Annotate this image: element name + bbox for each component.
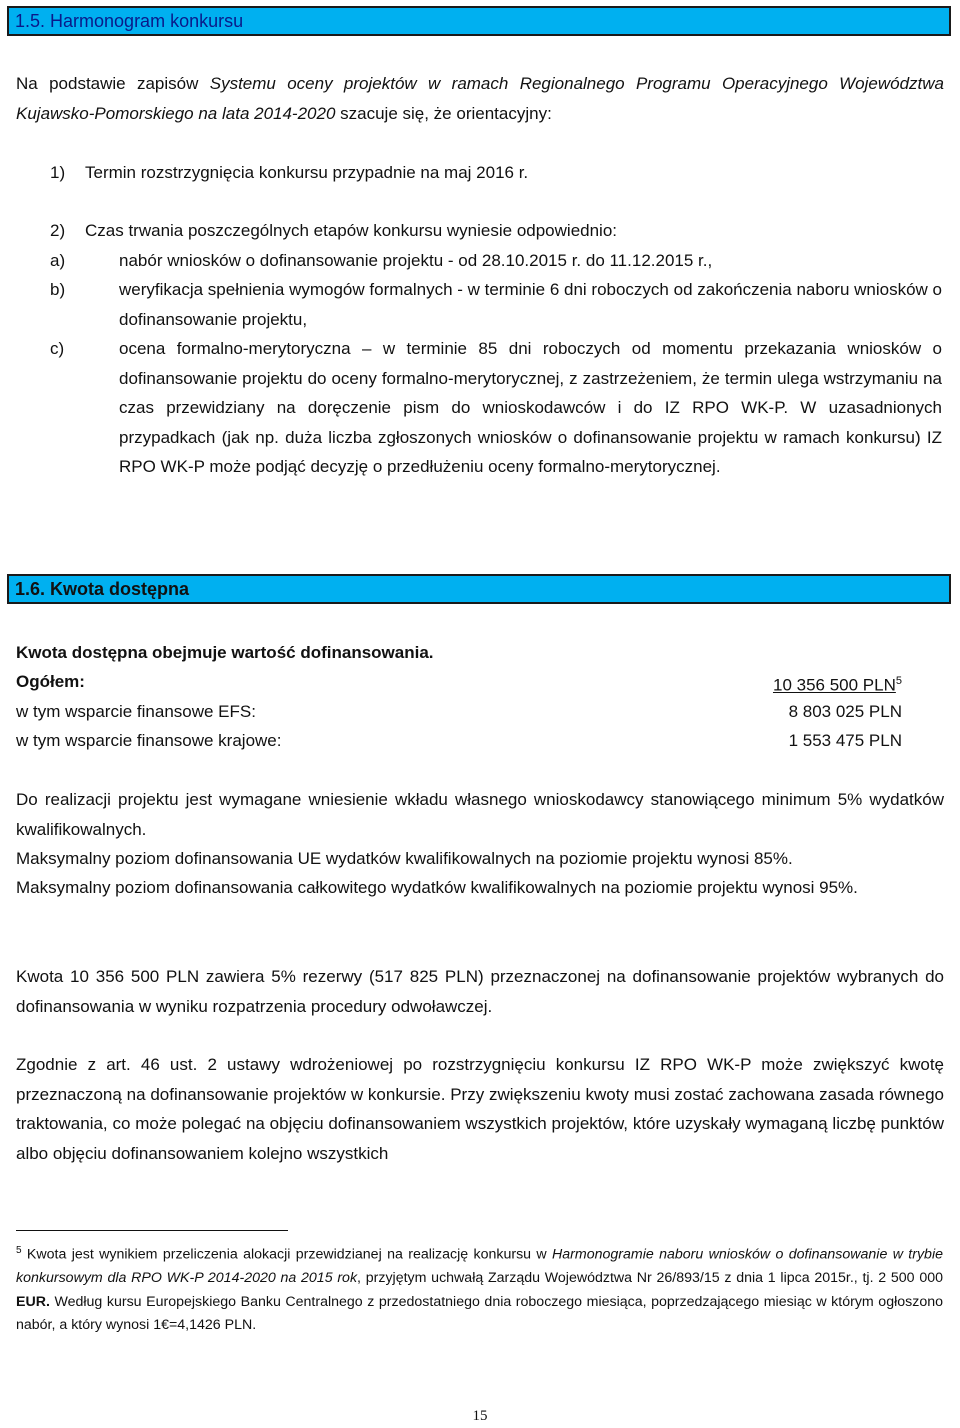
- kwota-subtitle: Kwota dostępna obejmuje wartość dofinansowania.: [16, 643, 434, 662]
- footnote-text-italic: Harmonogramie naboru wniosków o dofinansowanie w trybie konkursowym dla RPO WK-P 2014-2020 na 2015 rok: [16, 1246, 943, 1287]
- subitem-label: b): [50, 280, 66, 299]
- item-number: 2): [50, 221, 66, 240]
- page-number: 15: [472, 1408, 488, 1424]
- footnote-number: 5: [16, 1245, 22, 1256]
- efs-label: w tym wsparcie finansowe EFS:: [16, 702, 256, 721]
- footnote-separator: [16, 1230, 288, 1231]
- section-heading-kwota: 1.6. Kwota dostępna: [7, 574, 951, 604]
- intro-paragraph: [16, 69, 944, 128]
- intro-text-a: Na podstawie zapisów: [16, 74, 210, 93]
- subitem-text: nabór wniosków o dofinansowanie projektu - od 28.10.2015 r. do 11.12.2015 r.,: [119, 251, 713, 270]
- footnote-text-b: , przyjętym uchwałą Zarządu Województwa Nr 26/893/15 z dnia 1 lipca 2015r., tj. 2 500 000: [357, 1270, 943, 1287]
- increase-paragraph: Zgodnie z art. 46 ust. 2 ustawy wdrożeniowej po rozstrzygnięciu konkursu IZ RPO WK-P może zwiększyć kwotę przeznaczoną na dofinansowanie projektów w konkursie. Przy zwiększeniu kwoty musi zostać zachowana zasada równego traktowania, co może polegać na objęciu dofinansowaniem wszystkich projektów, które uzyskały wymaganą liczbę punktów albo objęciu dofinansowaniem kolejno wszystkich: [16, 1055, 944, 1163]
- national-label: w tym wsparcie finansowe krajowe:: [16, 731, 282, 750]
- total-label: Ogółem:: [16, 672, 85, 691]
- item-number: 1): [50, 163, 66, 182]
- footnote-ref: 5: [895, 675, 902, 687]
- footnote: [16, 1239, 943, 1338]
- national-value: 1 553 475 PLN: [788, 731, 902, 750]
- eu-cofinancing-paragraph: Maksymalny poziom dofinansowania UE wydatków kwalifikowalnych na poziomie projektu wynosi 85%.: [16, 849, 793, 868]
- intro-text-italic: Systemu oceny projektów w ramach Regionalnego Programu Operacyjnego Województwa Kujawsko-Pomorskiego na lata 2014-2020: [16, 74, 945, 123]
- footnote-text-c: Według kursu Europejskiego Banku Centralnego z przedostatniego dnia roboczego miesiąca, poprzedzającego miesiąc w którym ogłoszono nabór, a który wynosi 1€=4,1426 PLN.: [16, 1293, 943, 1334]
- subitem-text: ocena formalno-merytoryczna – w terminie 85 dni roboczych od momentu przekazania wniosków o dofinansowanie projektu do oceny formalno-merytorycznej, z zastrzeżeniem, że termin ulega wstrzymaniu na czas przewidziany na doręczenie pism do wnioskodawców i do IZ RPO WK-P. W uzasadnionych przypadkach (jak np. duża liczba zgłoszonych wniosków o dofinansowanie projektu w ramach konkursu) IZ RPO WK-P może podjąć decyzję o przedłużeniu oceny formalno-merytorycznej.: [119, 339, 942, 476]
- own-contribution-paragraph: Do realizacji projektu jest wymagane wniesienie wkładu własnego wnioskodawcy stanowiącego minimum 5% wydatków kwalifikowalnych.: [16, 790, 944, 839]
- intro-text-b: szacuje się, że orientacyjny:: [335, 103, 552, 123]
- subitem-text: weryfikacja spełnienia wymogów formalnych - w terminie 6 dni roboczych od zakończenia naboru wniosków o dofinansowanie projektu,: [119, 280, 942, 329]
- reserve-paragraph: Kwota 10 356 500 PLN zawiera 5% rezerwy (517 825 PLN) przeznaczonej na dofinansowanie projektów wybranych do dofinansowania w wyniku rozpatrzenia procedury odwoławczej.: [16, 967, 944, 1016]
- total-value: 10 356 500 PLN: [772, 675, 896, 695]
- subitem-label: a): [50, 251, 66, 270]
- footnote-text-a: Kwota jest wynikiem przeliczenia alokacji przewidzianej na realizację konkursu w: [21, 1246, 553, 1263]
- footnote-text-bold: EUR.: [16, 1293, 50, 1310]
- section-heading-harmonogram: 1.5. Harmonogram konkursu: [7, 6, 951, 36]
- total-amount: [773, 667, 902, 700]
- total-cofinancing-paragraph: Maksymalny poziom dofinansowania całkowitego wydatków kwalifikowalnych na poziomie projektu wynosi 95%.: [16, 878, 858, 897]
- subitem-label: c): [50, 339, 65, 358]
- efs-value: 8 803 025 PLN: [788, 702, 902, 721]
- item-text: Termin rozstrzygnięcia konkursu przypadnie na maj 2016 r.: [85, 163, 529, 182]
- item-text: Czas trwania poszczególnych etapów konkursu wyniesie odpowiednio:: [85, 221, 618, 240]
